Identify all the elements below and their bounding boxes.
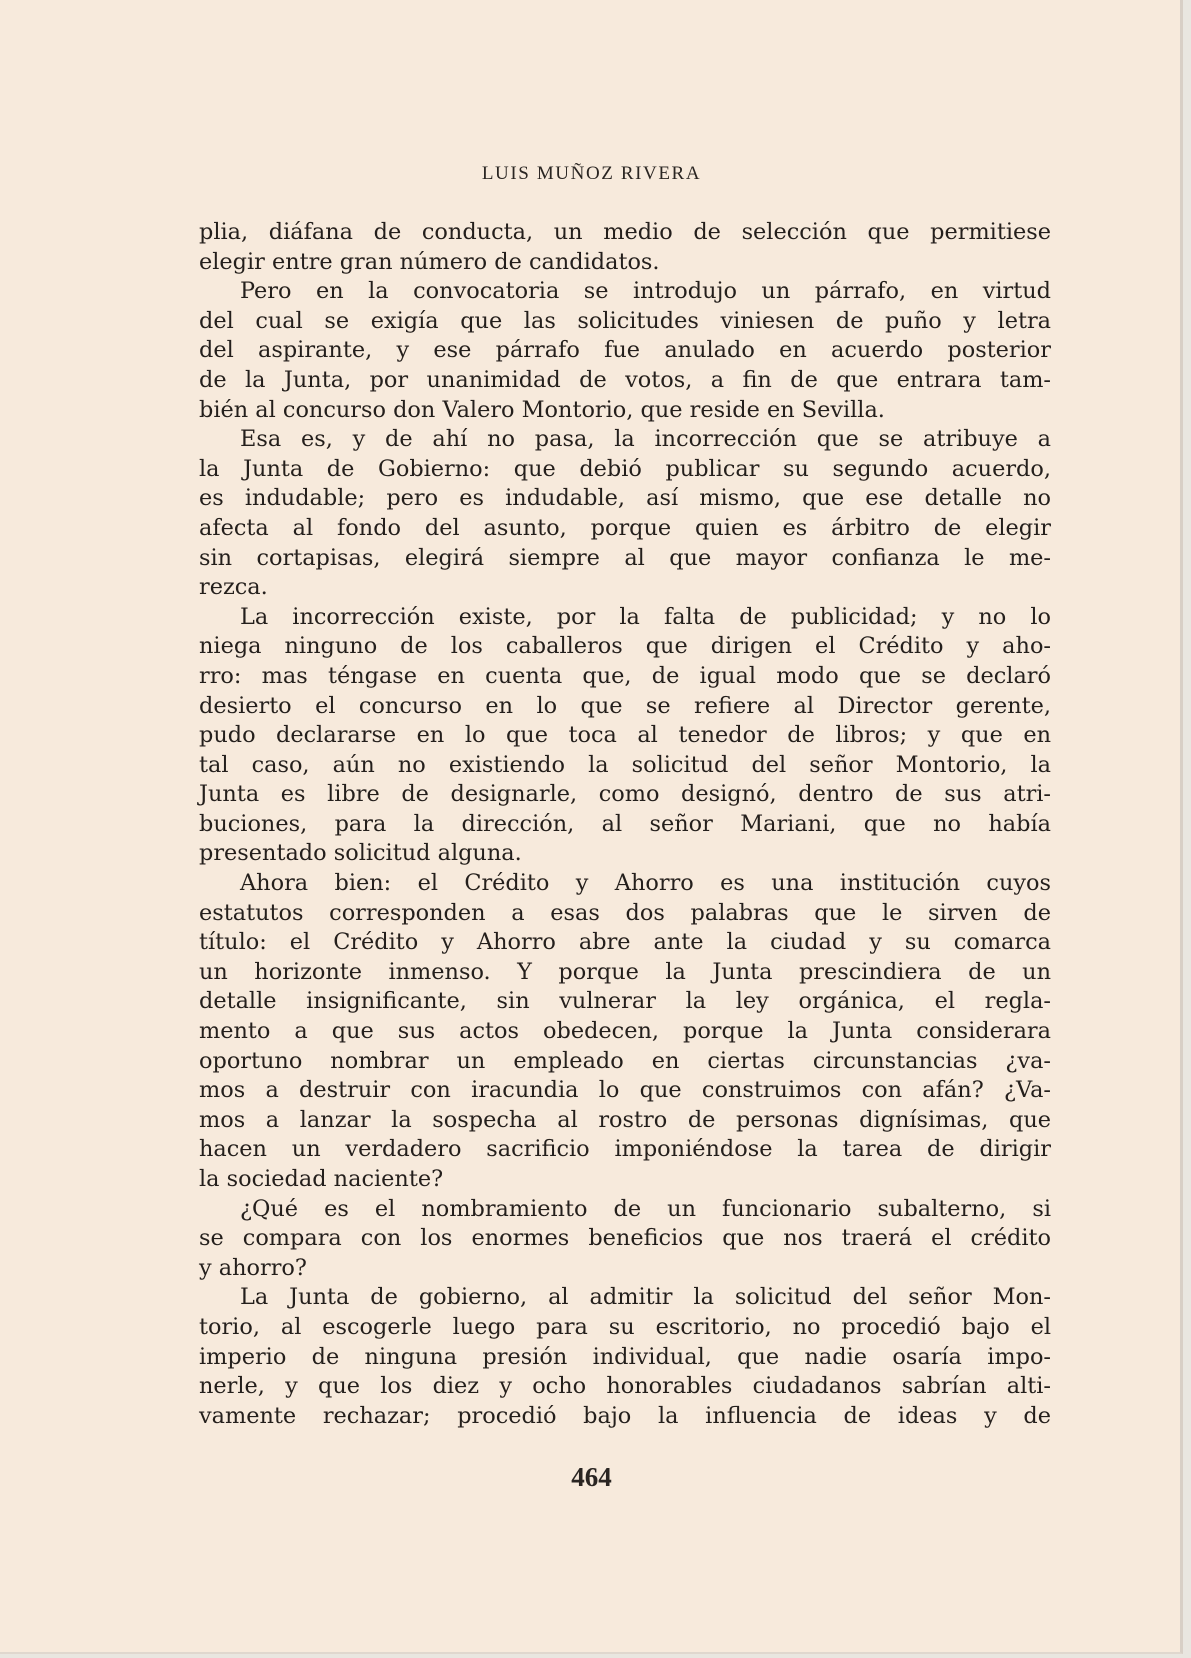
text-line: sin cortapisas, elegirá siempre al que mayor confianza le me- bbox=[199, 544, 1051, 571]
text-line: detalle insignificante, sin vulnerar la ley orgánica, el regla- bbox=[199, 988, 1051, 1015]
text-line: elegir entre gran número de candidatos. bbox=[199, 248, 660, 275]
running-title: LUIS MUÑOZ RIVERA bbox=[481, 163, 702, 184]
text-line: presentado solicitud alguna. bbox=[199, 840, 522, 867]
page-number: 464 bbox=[571, 1462, 612, 1492]
text-line: torio, al escogerle luego para su escritorio, no procedió bajo el bbox=[199, 1313, 1051, 1340]
text-line: Ahora bien: el Crédito y Ahorro es una institución cuyos bbox=[240, 870, 1051, 897]
text-line: vamente rechazar; procedió bajo la influencia de ideas y de bbox=[199, 1402, 1051, 1429]
text-line: afecta al fondo del asunto, porque quien es árbitro de elegir bbox=[199, 514, 1051, 541]
text-line: estatutos corresponden a esas dos palabras que le sirven de bbox=[199, 899, 1051, 926]
text-line: mos a destruir con iracundia lo que construimos con afán? ¿Va- bbox=[199, 1077, 1051, 1104]
paragraph bbox=[199, 277, 1051, 425]
text-line: tal caso, aún no existiendo la solicitud del señor Montorio, la bbox=[199, 751, 1051, 778]
text-line: título: el Crédito y Ahorro abre ante la ciudad y su comarca bbox=[199, 929, 1051, 956]
text-line: de la Junta, por unanimidad de votos, a fin de que entrara tam- bbox=[199, 366, 1051, 393]
text-line: mos a lanzar la sospecha al rostro de personas dignísimas, que bbox=[199, 1106, 1051, 1133]
text-line: desierto el concurso en lo que se refiere al Director gerente, bbox=[199, 692, 1051, 719]
text-line: mento a que sus actos obedecen, porque la Junta considerara bbox=[199, 1018, 1051, 1045]
text-line: rezca. bbox=[199, 574, 268, 601]
text-line: Junta es libre de designarle, como designó, dentro de sus atri- bbox=[199, 781, 1051, 808]
text-line: y ahorro? bbox=[199, 1254, 307, 1281]
paragraph bbox=[199, 218, 1051, 277]
text-line: imperio de ninguna presión individual, que nadie osaría impo- bbox=[199, 1343, 1051, 1370]
text-line: la sociedad naciente? bbox=[199, 1166, 444, 1192]
text-line: pudo declararse en lo que toca al tenedor de libros; y que en bbox=[199, 722, 1051, 749]
text-line: buciones, para la dirección, al señor Mariani, que no había bbox=[199, 810, 1051, 837]
text-line: bién al concurso don Valero Montorio, que reside en Sevilla. bbox=[199, 396, 885, 423]
text-line: Esa es, y de ahí no pasa, la incorrección que se atribuye a bbox=[240, 426, 1051, 453]
text-line: oportuno nombrar un empleado en ciertas circunstancias ¿va- bbox=[199, 1047, 1051, 1074]
text-line: nerle, y que los diez y ocho honorables ciudadanos sabrían alti- bbox=[199, 1373, 1051, 1400]
paragraph bbox=[199, 869, 1051, 1195]
paragraph bbox=[199, 1283, 1051, 1431]
text-line: es indudable; pero es indudable, así mismo, que ese detalle no bbox=[199, 485, 1051, 512]
body-text bbox=[199, 218, 1051, 1431]
text-line: hacen un verdadero sacrificio imponiéndose la tarea de dirigir bbox=[199, 1136, 1051, 1163]
paragraph bbox=[199, 1195, 1051, 1284]
paragraph bbox=[199, 425, 1051, 603]
text-line: un horizonte inmenso. Y porque la Junta prescindiera de un bbox=[199, 958, 1051, 985]
text-line: del cual se exigía que las solicitudes viniesen de puño y letra bbox=[199, 307, 1051, 334]
paragraph bbox=[199, 603, 1051, 869]
text-line: La incorrección existe, por la falta de publicidad; y no lo bbox=[240, 603, 1051, 630]
text-line: La Junta de gobierno, al admitir la solicitud del señor Mon- bbox=[240, 1284, 1051, 1311]
text-line: ¿Qué es el nombramiento de un funcionario subalterno, si bbox=[240, 1195, 1051, 1222]
text-line: se compara con los enormes beneficios que nos traerá el crédito bbox=[199, 1225, 1051, 1252]
text-line: niega ninguno de los caballeros que dirigen el Crédito y aho- bbox=[199, 633, 1051, 660]
text-line: Pero en la convocatoria se introdujo un párrafo, en virtud bbox=[240, 278, 1051, 305]
text-line: rro: mas téngase en cuenta que, de igual modo que se declaró bbox=[199, 662, 1051, 689]
text-line: plia, diáfana de conducta, un medio de selección que permitiese bbox=[199, 219, 1051, 245]
text-line: del aspirante, y ese párrafo fue anulado en acuerdo posterior bbox=[199, 337, 1051, 364]
text-line: la Junta de Gobierno: que debió publicar su segundo acuerdo, bbox=[199, 455, 1051, 482]
